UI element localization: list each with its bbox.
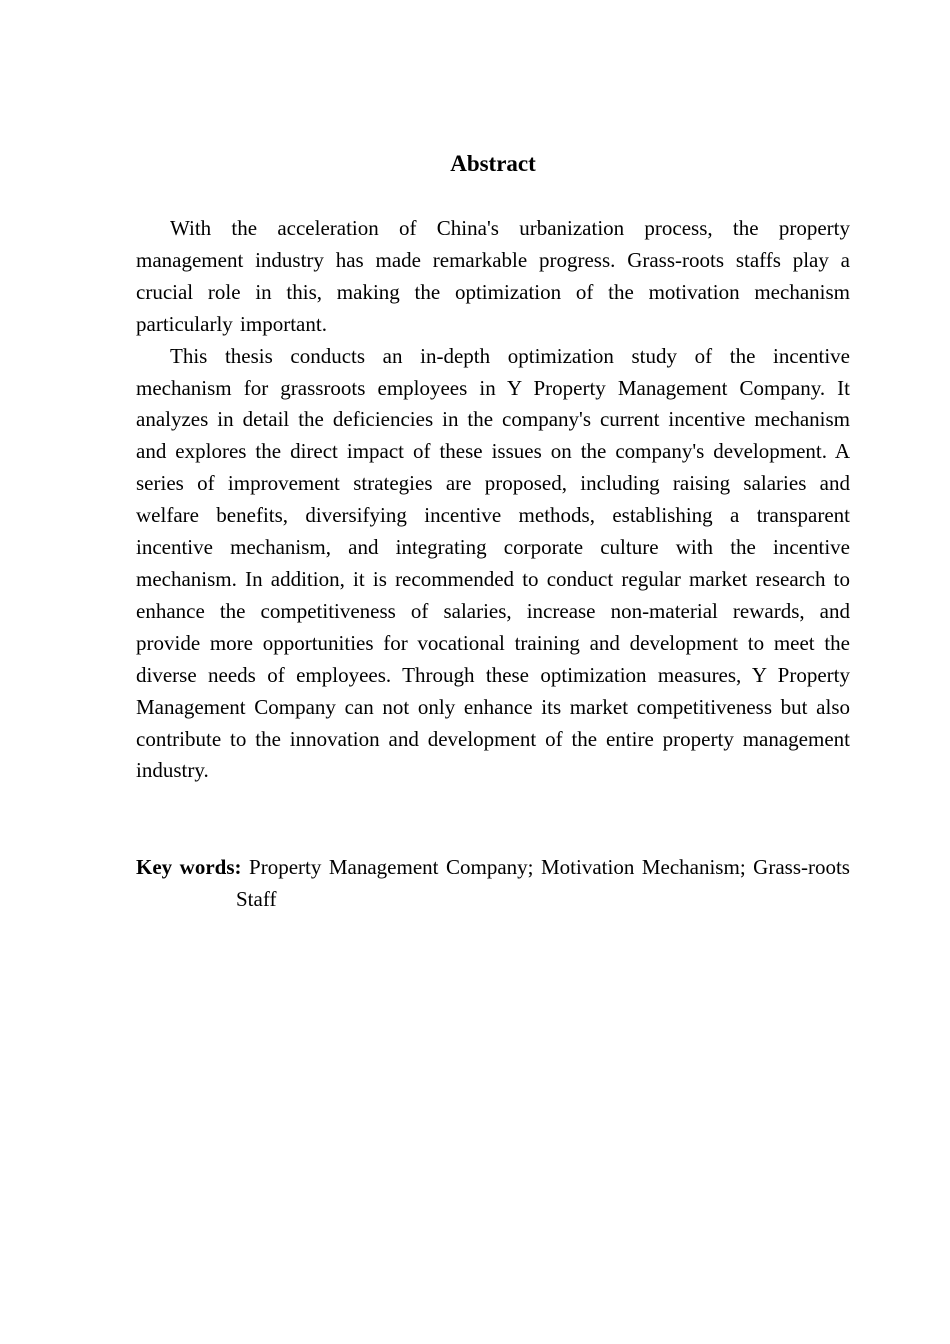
keywords-label: Key words: bbox=[136, 855, 242, 879]
abstract-paragraph-2: This thesis conducts an in-depth optimization study of the incentive mechanism for grassroots employees in Y Property Management Company. It analyzes in detail the deficiencies in the company's current incentive mechanism and explores the direct impact of these issues on the company's development. A series of improvement strategies are proposed, including raising salaries and welfare benefits, diversifying incentive methods, establishing a transparent incentive mechanism, and integrating corporate culture with the incentive mechanism. In addition, it is recommended to conduct regular market research to enhance the competitiveness of salaries, increase non-material rewards, and provide more opportunities for vocational training and development to meet the diverse needs of employees. Through these optimization measures, Y Property Management Company can not only enhance its market competitiveness but also contribute to the innovation and development of the entire property management industry. bbox=[136, 343, 850, 783]
abstract-paragraph-1: With the acceleration of China's urbanization process, the property management industry has made remarkable progress. Grass-roots staffs play a crucial role in this, making the optimization of the motivation mechanism particularly important. bbox=[136, 216, 850, 336]
keywords-line bbox=[136, 852, 850, 916]
keywords-text: Property Management Company; Motivation Mechanism; Grass-roots Staff bbox=[236, 855, 850, 911]
abstract-title: Abstract bbox=[450, 151, 536, 176]
abstract-body bbox=[136, 213, 850, 787]
